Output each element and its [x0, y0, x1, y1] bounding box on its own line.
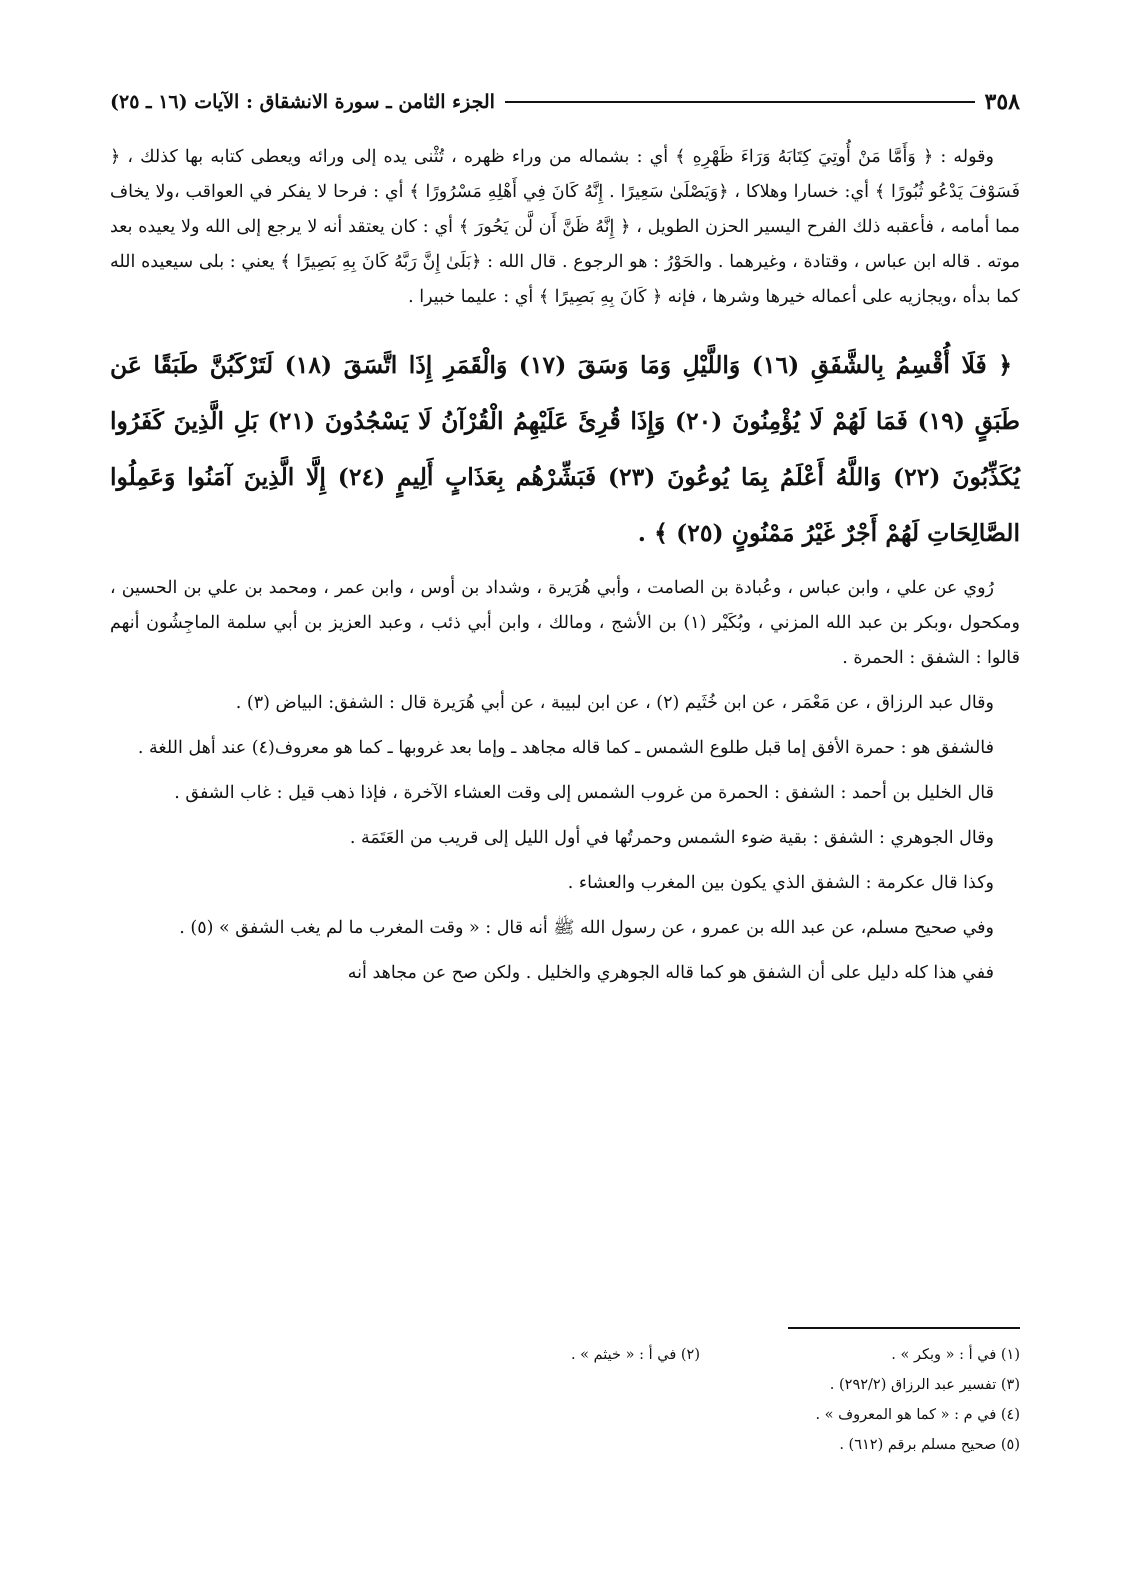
quran-verse-block: ﴿ فَلَا أُقْسِمُ بِالشَّفَقِ (١٦) وَاللَّيْلِ وَمَا وَسَقَ (١٧) وَالْقَمَرِ إِذَا اتَّسَقَ (١٨) لَتَرْكَبُنَّ طَبَقًا عَن طَبَقٍ (١٩) فَمَا لَهُمْ لَا يُؤْمِنُونَ (٢٠) وَإِذَا قُرِئَ عَلَيْهِمُ الْقُرْآنُ لَا يَسْجُدُونَ (٢١) بَلِ الَّذِينَ كَفَرُوا يُكَذِّبُونَ (٢٢) وَاللَّهُ أَعْلَمُ بِمَا يُوعُونَ (٢٣) فَبَشِّرْهُم بِعَذَابٍ أَلِيمٍ (٢٤) إِلَّا الَّذِينَ آمَنُوا وَعَمِلُوا الصَّالِحَاتِ لَهُمْ أَجْرٌ غَيْرُ مَمْنُونٍ (٢٥) ﴾ .	[110, 351, 1021, 547]
header-rule	[505, 101, 975, 103]
paragraph-ikrima: وكذا قال عكرمة : الشفق الذي يكون بين المغرب والعشاء .	[567, 873, 994, 893]
paragraph-khalil: قال الخليل بن أحمد : الشفق : الحمرة من غروب الشمس إلى وقت العشاء الآخرة ، فإذا ذهب قيل : غاب الشفق .	[174, 783, 994, 803]
page-number: ٣٥٨	[984, 89, 1020, 115]
paragraph-conclusion: ففي هذا كله دليل على أن الشفق هو كما قاله الجوهري والخليل . ولكن صح عن مجاهد أنه	[347, 963, 994, 983]
header-title: الجزء الثامن ـ سورة الانشقاق : الآيات (١٦ ـ ٢٥)	[110, 91, 495, 113]
page-body	[110, 140, 1020, 991]
paragraph-sahih-muslim: وفي صحيح مسلم، عن عبد الله بن عمرو ، عن رسول الله ﷺ أنه قال : « وقت المغرب ما لم يغب الشفق » (٥) .	[179, 918, 994, 938]
footnote-5: (٥) صحيح مسلم برقم (٦١٢) .	[839, 1437, 1020, 1453]
paragraph-jawhari: وقال الجوهري : الشفق : بقية ضوء الشمس وحمرتُها في أول الليل إلى قريب من العَتَمَة .	[349, 828, 994, 848]
footnote-3: (٣) تفسير عبد الرزاق (٢٩٢/٢) .	[829, 1377, 1020, 1393]
footnote-4: (٤) في م : « كما هو المعروف » .	[815, 1407, 1020, 1423]
footnote-2: (٢) في أ : « خيثم » .	[570, 1347, 700, 1363]
footnote-rule	[788, 1327, 1020, 1329]
running-header	[110, 84, 1020, 120]
footnote-row	[110, 1340, 1020, 1370]
footnote-row	[110, 1400, 1020, 1430]
footnotes	[110, 1340, 1020, 1460]
footnote-row	[110, 1370, 1020, 1400]
footnote-1: (١) في أ : « وبكر » .	[891, 1347, 1020, 1363]
intro-paragraph: وقوله : ﴿ وَأَمَّا مَنْ أُوتِيَ كِتَابَهُ وَرَاءَ ظَهْرِهِ ﴾ أي : بشماله من وراء ظهره ، تُثْنى يده إلى ورائه ويعطى كتابه بها كذلك ، ﴿ فَسَوْفَ يَدْعُو ثُبُورًا ﴾ أي: خسارا وهلاكا ، ﴿وَيَصْلَىٰ سَعِيرًا . إِنَّهُ كَانَ فِي أَهْلِهِ مَسْرُورًا ﴾ أي : فرحا لا يفكر في العواقب ،ولا يخاف مما أمامه ، فأعقبه ذلك الفرح اليسير الحزن الطويل ، ﴿ إِنَّهُ ظَنَّ أَن لَّن يَحُورَ ﴾ أي : كان يعتقد أنه لا يرجع إلى الله ولا يعيده بعد موته . قاله ابن عباس ، وقتادة ، وغيرهما . والحَوْرُ : هو الرجوع . قال الله : ﴿بَلَىٰ إِنَّ رَبَّهُ كَانَ بِهِ بَصِيرًا ﴾ يعني : بلى سيعيده الله كما بدأه ،ويجازيه على أعماله خيرها وشرها ، فإنه ﴿ كَانَ بِهِ بَصِيرًا ﴾ أي : عليما خبيرا .	[110, 147, 1020, 307]
paragraph-shafaq-definition: فالشفق هو : حمرة الأفق إما قبل طلوع الشمس ـ كما قاله مجاهد ـ وإما بعد غروبها ـ كما هو معروف(٤) عند أهل اللغة .	[137, 738, 994, 758]
footnote-row	[110, 1430, 1020, 1460]
book-page	[110, 0, 1020, 1589]
paragraph-abdulrazzaq: وقال عبد الرزاق ، عن مَعْمَر ، عن ابن خُثَيم (٢) ، عن ابن لبيبة ، عن أبي هُرَيرة قال : الشفق: البياض (٣) .	[235, 693, 994, 713]
paragraph-narrators: رُوي عن علي ، وابن عباس ، وعُبادة بن الصامت ، وأبي هُرَيرة ، وشداد بن أوس ، وابن عمر ، ومحمد بن علي بن الحسين ، ومكحول ،وبكر بن عبد الله المزني ، وبُكَيْر (١) بن الأشج ، ومالك ، وابن أبي ذئب ، وعبد العزيز بن أبي سلمة الماجِشُون أنهم قالوا : الشفق : الحمرة .	[110, 578, 1021, 668]
